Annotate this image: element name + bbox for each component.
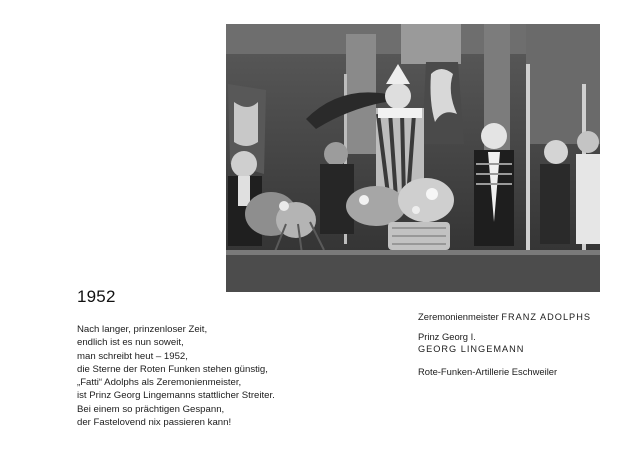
photo-caption [418, 311, 591, 378]
prince-title: Prinz Georg I. [418, 331, 476, 342]
prince-name: GEORG LINGEMANN [418, 344, 525, 354]
poem [77, 323, 275, 429]
poem-line: „Fatti“ Adolphs als Zeremonienmeister, [77, 377, 242, 389]
ceremony-name: FRANZ ADOLPHS [501, 312, 591, 322]
poem-line: der Fastelovend nix passieren kann! [77, 417, 232, 429]
poem-line: Nach langer, prinzenloser Zeit, [77, 324, 208, 335]
unit-name: Rote-Funken-Artillerie Eschweiler [418, 366, 558, 377]
year-heading: 1952 [77, 287, 116, 306]
ceremony-role: Zeremonienmeister [418, 311, 499, 322]
ceremony-master-line [418, 311, 591, 323]
carnival-photo [226, 24, 600, 292]
poem-line: ist Prinz Georg Lingemanns stattlicher Streiter. [77, 390, 275, 402]
poem-line: endlich ist es nun soweit, [77, 337, 184, 349]
poem-line: die Sterne der Roten Funken stehen günstig, [77, 363, 268, 375]
poem-line: Bei einem so prächtigen Gespann, [77, 403, 225, 415]
poem-line: man schreibt heut – 1952, [77, 350, 188, 362]
